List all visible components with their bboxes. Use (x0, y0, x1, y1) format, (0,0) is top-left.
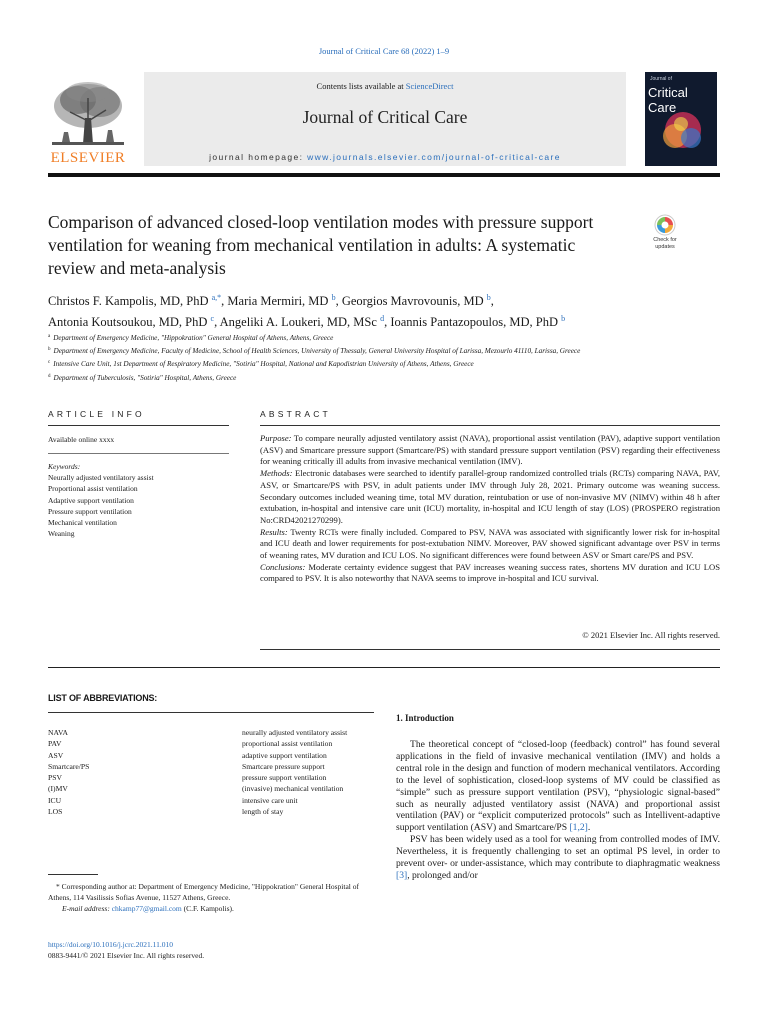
author: Christos F. Kampolis, MD, PhD (48, 294, 212, 308)
author-separator: , (221, 294, 228, 308)
purpose-label: Purpose: (260, 433, 292, 443)
article-info-heading: ARTICLE INFO (48, 409, 145, 419)
check-for-updates-label[interactable]: Check for updates (653, 237, 677, 250)
corresponding-author-text: * Corresponding author at: Department of Emergency Medicine, "Hippokration" General Hospital of Athens, 114 Vasilissis Sofias Avenue, 11527 Athens, Greece. (48, 882, 359, 903)
abstract-methods (260, 468, 720, 527)
keyword: Weaning (48, 529, 75, 539)
abbreviation: LOS (48, 807, 63, 817)
abbreviation-row (48, 795, 374, 806)
conclusions-text: Moderate certainty evidence suggest that PAV increases weaning success rates, shortens MV duration and ICU LOS compared to PSV. It is also noteworthy that NAVA seems to improve in-hospital and ICU survival. (260, 561, 720, 584)
affiliation-text: Department of Emergency Medicine, Faculty of Medicine, School of Health Sciences, University of Thessaly, General University Hospital of Larissa, Mezourlo 41110, Larissa, Greece (53, 347, 581, 356)
journal-title: Journal of Critical Care (302, 107, 468, 127)
issn-copyright: 0883-9441/© 2021 Elsevier Inc. All rights reserved. (48, 951, 205, 960)
author: Georgios Mavrovounis, MD (341, 294, 487, 308)
author-separator: , (490, 294, 494, 308)
abbreviation-definition: neurally adjusted ventilatory assist (242, 728, 348, 737)
email-suffix: (C.F. Kampolis). (181, 904, 234, 914)
affiliation-text: Department of Tuberculosis, "Sotiria" Hospital, Athens, Greece (53, 373, 237, 382)
footnote-rule (48, 874, 98, 875)
abbreviation: PAV (48, 739, 62, 749)
abbreviation-definition: proportional assist ventilation (242, 739, 333, 749)
header-rule (48, 173, 720, 177)
cover-title: Critical Care (648, 85, 688, 115)
abbreviation-definition: length of stay (242, 807, 284, 817)
available-online: Available online xxxx (48, 435, 115, 444)
author: Antonia Koutsoukou, MD, PhD (48, 315, 211, 329)
affiliation-mark: c (48, 360, 51, 366)
author-separator: , (335, 294, 342, 308)
article-title: Comparison of advanced closed-loop ventilation modes with pressure support ventilation for weaning from mechanical ventilation in adults: A systematic review and meta-analysis (48, 212, 594, 278)
sciencedirect-link[interactable]: ScienceDirect (405, 81, 454, 91)
methods-label: Methods: (260, 468, 293, 479)
abstract-heading: ABSTRACT (260, 409, 331, 419)
abbreviation-definition: adaptive support ventilation (242, 750, 327, 760)
author: Maria Mermiri, MD (227, 294, 332, 308)
affiliation-text: Intensive Care Unit, 1st Department of Respiratory Medicine, "Sotiria" Hospital, National and Kapodistrian University of Athens, Athens, Greece (53, 360, 474, 369)
email-label: E-mail address: (62, 904, 110, 914)
results-label: Results: (260, 526, 288, 537)
keyword: Neurally adjusted ventilatory assist (48, 473, 154, 482)
author: Ioannis Pantazopoulos, MD, PhD (390, 315, 562, 329)
abstract-body (260, 433, 720, 585)
affiliation-mark: d (48, 373, 51, 379)
abstract-bottom-rule (260, 649, 720, 650)
abbreviation-row (48, 727, 374, 738)
abstract-rule (260, 425, 720, 426)
homepage-link[interactable]: www.journals.elsevier.com/journal-of-critical-care (307, 152, 561, 162)
abbreviation-row (48, 761, 374, 772)
intro-paragraph-1 (396, 739, 720, 834)
abstract-purpose (260, 433, 720, 468)
abbreviation: ICU (48, 795, 62, 805)
introduction-heading: 1. Introduction (396, 713, 454, 723)
elsevier-wordmark: ELSEVIER (50, 150, 126, 166)
homepage-label: journal homepage: (209, 152, 308, 162)
author-separator: , (214, 315, 220, 329)
email-line (48, 903, 374, 914)
intro-text: , prolonged and/or (407, 869, 478, 881)
cover-journal-of: Journal of (650, 76, 672, 82)
abstract-results (260, 527, 720, 562)
author-line-1 (48, 289, 708, 310)
abbreviations-table (48, 727, 374, 817)
abbreviation: ASV (48, 750, 64, 760)
journal-cover-thumbnail[interactable] (645, 72, 717, 166)
introduction-body (396, 739, 720, 882)
intro-paragraph-2 (396, 834, 720, 882)
abstract-copyright: © 2021 Elsevier Inc. All rights reserved. (582, 630, 720, 640)
affiliation (48, 371, 720, 384)
abbreviation-row (48, 783, 374, 794)
affiliation (48, 357, 720, 370)
contents-line (144, 81, 626, 91)
affiliation (48, 344, 720, 357)
affiliation (48, 331, 720, 344)
intro-text: . (587, 822, 591, 834)
abstract-conclusions (260, 562, 720, 585)
keywords-label: Keywords: (48, 462, 81, 471)
abbreviation-definition: Smartcare pressure support (242, 761, 325, 771)
affiliation-mark: a (48, 334, 51, 339)
email-link[interactable]: chkamp77@gmail.com (111, 904, 182, 914)
abbreviations-heading: LIST OF ABBREVIATIONS: (48, 693, 158, 703)
author: Angeliki A. Loukeri, MD, MSc (219, 315, 381, 329)
front-matter-rule (48, 667, 720, 668)
keyword: Mechanical ventilation (48, 518, 117, 528)
affiliation-mark: b (48, 347, 51, 353)
intro-text: The theoretical concept of “closed-loop (feedback) control” has found several applications in the field of invasive mechanical ventilation (IMV) and holds a central role in the design and function of modern mechanical ventilators. According to the level of sophistication, closed-loop systems of MV could be classified as “simple” such as pressure support ventilation (PSV), “physiologic signal-based” such as neurally adjusted ventilatory assist (NAVA) and proportional assist ventilation (PAV) or “explicit computerized protocols” such as Intellivent-adaptive support ventilation (ASV) and Smartcare/PS (396, 739, 720, 834)
abbreviation-row (48, 772, 374, 783)
keyword: Adaptive support ventilation (48, 495, 134, 505)
author-affil-mark[interactable]: b (486, 293, 491, 302)
abbreviation-row (48, 806, 374, 817)
author-list (48, 289, 708, 331)
doi-link[interactable]: https://doi.org/10.1016/j.jcrc.2021.11.010 (48, 940, 173, 949)
author-line-2 (48, 310, 708, 331)
abbreviation: NAVA (48, 728, 68, 737)
conclusions-label: Conclusions: (260, 561, 306, 572)
abbreviation: (I)MV (48, 784, 68, 794)
journal-homepage (144, 152, 626, 162)
abbreviation-definition: (invasive) mechanical ventilation (242, 784, 344, 794)
affiliations (48, 331, 720, 384)
author-affil-mark[interactable]: b (561, 314, 566, 323)
results-text: Twenty RCTs were finally included. Compared to PSV, NAVA was associated with significantly lower risk for in-hospital and ICU death and lower requirements for post-extubation NIMV. Moreover, PAV showed significant advantage over PSV in terms of weaning rates, MV duration and ICU LOS. No significant differences were found between ASV or Smart care/PS and PSV. (260, 526, 720, 561)
intro-text: PSV has been widely used as a tool for weaning from controlled modes of IMV. Nevertheless, it is frequently challenging to set an optimal PS level, in order to prevent over- or under-assistance, which may contribute to diaphragmatic weakness (396, 834, 720, 870)
reference-link[interactable]: [3] (396, 869, 408, 881)
article-info-divider (48, 453, 229, 454)
keywords-list (48, 472, 154, 540)
affiliation-text: Department of Emergency Medicine, "Hippokration" General Hospital of Athens, Athens, Greece (53, 334, 334, 342)
author-affil-mark[interactable]: d (380, 314, 385, 323)
article-info-rule (48, 425, 229, 426)
abbreviation: PSV (48, 773, 62, 783)
contents-prefix: Contents lists available at (316, 81, 406, 91)
author-affil-mark[interactable]: b (331, 293, 336, 302)
reference-link[interactable]: [1,2] (569, 822, 588, 834)
abbreviation-row (48, 750, 374, 761)
keyword: Pressure support ventilation (48, 506, 132, 516)
journal-citation[interactable]: Journal of Critical Care 68 (2022) 1–9 (318, 46, 450, 56)
abbreviation-definition: intensive care unit (242, 795, 298, 805)
corresponding-author-footnote (48, 881, 374, 915)
abbreviation-row (48, 738, 374, 749)
abbreviation-definition: pressure support ventilation (242, 773, 327, 783)
abbreviation: Smartcare/PS (48, 761, 90, 771)
methods-text: Electronic databases were searched to identify parallel-group randomized controlled trials (RCTs) comparing NAVA, PAV, ASV, or Smartcare/PS with PSV, in adult patients under IMV through July 28, 2021. Primary outcome was weaning success. Secondary outcomes included weaning time, total MV duration, reintubation or use of non-invasive MV (NIMV) within 48 h after extubation, in-hospital and intensive care unit (ICU) mortality, in-hospital and ICU length of stay (LOS) (PROSPERO registration No:CRD42021270299). (260, 468, 720, 525)
cover-artwork (653, 106, 709, 158)
abbreviations-rule (48, 712, 374, 713)
keyword: Proportional assist ventilation (48, 484, 138, 494)
author-affil-mark[interactable]: c (210, 314, 215, 323)
author-separator: , (384, 315, 391, 329)
author-affil-mark[interactable]: a,* (211, 293, 222, 302)
purpose-text: To compare neurally adjusted ventilatory assist (NAVA), proportional assist ventilation (PAV), adaptive support ventilation (ASV) and Smartcare pressure support (Smartcare/PS) with standard pressure support ventilation (PSV) regarding their effectiveness for weaning critically ill adults from invasive mechanical ventilation (IMV). (260, 433, 720, 467)
